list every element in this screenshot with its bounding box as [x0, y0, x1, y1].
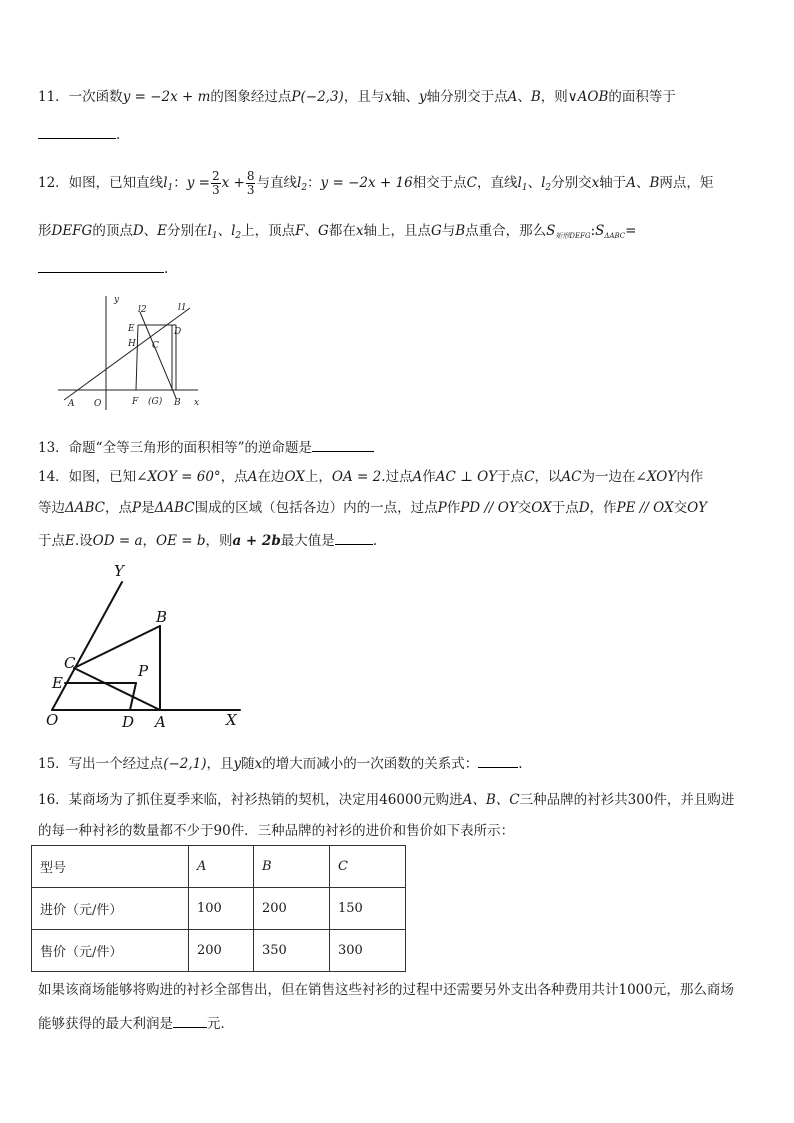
- q12-eq1-x: x +: [221, 175, 245, 191]
- q16-text-d: 件，并且购进: [653, 792, 735, 808]
- q15-text-d: 的增大而减小的一次函数的关系式：: [262, 756, 479, 772]
- q16-l2-a: 的每一种衬衫的数量都不少于: [38, 823, 214, 839]
- q12-text-b: 与直线: [256, 175, 297, 191]
- q14-l2-e: 作: [446, 500, 461, 516]
- q12-eqsign: =: [625, 223, 637, 239]
- fig14-label-X: X: [226, 711, 237, 729]
- q14-angle2: ∠XOY: [635, 469, 677, 485]
- q12-l2b-sub: 2: [545, 183, 552, 193]
- q14-AC: AC: [561, 469, 582, 485]
- fig14-label-D: D: [122, 713, 135, 731]
- fig12-EF: [136, 325, 138, 390]
- q12-colon1: ：: [173, 175, 187, 191]
- q16-l3-a: 如果该商场能够将购进的衬衫全部售出，但在销售这些衬衫的过程中还需要另外支出各种费用共计: [38, 982, 619, 998]
- q16-l3-b: 元，那么商场: [652, 982, 734, 998]
- q14-angle: ∠XOY = 60°: [136, 469, 221, 485]
- q14-tri2: ΔABC: [154, 500, 195, 516]
- q15-y: y: [233, 756, 242, 772]
- q12-text-g: 两点，矩: [659, 175, 714, 191]
- fig12-label-G: (G): [148, 397, 163, 407]
- q16-l4-a: 能够获得的最大利润是: [38, 1016, 173, 1032]
- q12-frac1-num: 2: [211, 169, 220, 183]
- q12-l2-sub: 2: [301, 183, 308, 193]
- q12-l1c-sub: 1: [211, 231, 218, 241]
- q12-C: C: [466, 175, 477, 191]
- q14-end: .: [372, 533, 378, 549]
- q12-frac2: [246, 170, 256, 197]
- q16-price-table: [31, 845, 406, 972]
- q15-answer-blank[interactable]: [478, 753, 518, 768]
- fig14-label-Y: Y: [114, 562, 124, 580]
- q11-B: B: [530, 89, 541, 105]
- q15-text-b: ，且: [206, 756, 234, 772]
- q14-l3-b: .设: [74, 533, 93, 549]
- q12-eq2: y = −2x + 16: [320, 175, 413, 191]
- fig12-label-B: B: [174, 398, 181, 408]
- q14-line1: [38, 468, 703, 486]
- q14-line2: [38, 499, 707, 517]
- q14-A2: A: [412, 469, 423, 485]
- q14-OE: OE = b: [156, 533, 206, 549]
- table-header-cell: C: [330, 846, 406, 888]
- q11-x: x: [384, 89, 392, 105]
- q14-text-d: 上，: [304, 469, 332, 485]
- q11-line1: [38, 88, 676, 106]
- fig14-label-C: C: [64, 654, 76, 672]
- fig12-label-F: F: [132, 397, 139, 407]
- q12-text-f: 轴于: [599, 175, 627, 191]
- q12-F: F: [295, 223, 305, 239]
- q14-E: E: [65, 533, 75, 549]
- q12-l2c-sub: 2: [235, 231, 242, 241]
- table-header-cell: B: [254, 846, 330, 888]
- table-cell: 200: [254, 888, 330, 930]
- q14-l2-h: ，作: [589, 500, 617, 516]
- q14-l2-c: 是: [141, 500, 155, 516]
- q13-text: 13．命题“全等三角形的面积相等”的逆命题是: [38, 440, 312, 456]
- q14-l2-b: ，点: [105, 500, 132, 516]
- q14-l2-f: 交: [517, 500, 532, 516]
- table-row: [32, 930, 406, 972]
- q11-text-b: 的图象经过点: [210, 89, 292, 105]
- q12-end: .: [164, 261, 169, 277]
- q11-end: .: [116, 127, 121, 143]
- q15-line: [38, 753, 523, 773]
- table-cell: 进价（元/件）: [32, 888, 189, 930]
- q12-colon2: ：: [307, 175, 321, 191]
- q16-text-a: 16．某商场为了抓住夏季来临，衬衫热销的契机，决定用: [38, 792, 380, 808]
- q16-line1: [38, 791, 734, 809]
- q12-l1b-sub: 1: [521, 183, 528, 193]
- table-row: [32, 888, 406, 930]
- q12-B2: B: [455, 223, 466, 239]
- fig14-label-B: B: [156, 608, 168, 626]
- q12-G2: G: [430, 223, 442, 239]
- q12-frac1-den: 3: [211, 183, 220, 197]
- q14-C: C: [524, 469, 535, 485]
- table-cell: 200: [189, 930, 254, 972]
- q12-text-e: 分别交: [551, 175, 592, 191]
- table-cell: 100: [189, 888, 254, 930]
- q14-perp: AC ⊥ OY: [435, 469, 498, 485]
- q14-answer-blank[interactable]: [335, 530, 373, 545]
- q14-OA: OA = 2: [331, 469, 382, 485]
- q14-OY: OY: [687, 500, 708, 516]
- q12-l1b: l: [517, 175, 522, 191]
- q14-l3-c: ，: [142, 533, 156, 549]
- q12-line2: [38, 222, 636, 245]
- q12-l2b: l: [541, 175, 546, 191]
- q16-count: 300: [627, 792, 654, 808]
- q11-text-c: ，且与: [343, 89, 385, 105]
- q14-PE: PE // OX: [616, 500, 674, 516]
- q14-text-a: 14．如图，已知: [38, 469, 137, 485]
- q14-D: D: [578, 500, 590, 516]
- q14-text-g: 于点: [497, 469, 525, 485]
- q14-OX2: OX: [531, 500, 552, 516]
- q12-l2-h: 点重合，那么: [465, 223, 547, 239]
- q16-l2-b: 件．三种品牌的衬衫的进价和售价如下表所示：: [230, 823, 515, 839]
- q12-A: A: [626, 175, 636, 191]
- table-cell: 300: [330, 930, 406, 972]
- q12-sep: 、: [527, 175, 542, 191]
- q14-l2-a: 等边: [38, 500, 65, 516]
- table-cell: 350: [254, 930, 330, 972]
- q12-l1-sub: 1: [167, 183, 174, 193]
- q11-line2: [38, 124, 120, 144]
- q12-text-d: ，直线: [477, 175, 518, 191]
- fig12-label-O: O: [94, 399, 102, 409]
- q12-B: B: [649, 175, 660, 191]
- q14-text-e: .过点: [381, 469, 413, 485]
- q12-rect: DEFG: [51, 223, 93, 239]
- fig14-label-O: O: [46, 711, 59, 729]
- q12-l2-f: 轴上，且点: [363, 223, 431, 239]
- fig12-label-A: A: [68, 399, 75, 409]
- q14-text-f: 作: [422, 469, 436, 485]
- q15-text-c: 随: [241, 756, 255, 772]
- q12-l2-c: 分别在: [167, 223, 208, 239]
- q14-tri1: ΔABC: [65, 500, 105, 516]
- fig12-label-x: x: [194, 398, 200, 408]
- q11-text-a: 11．一次函数: [38, 89, 123, 105]
- table-header-cell: 型号: [32, 846, 189, 888]
- q14-OD: OD = a: [92, 533, 143, 549]
- q16-extra: 1000: [618, 982, 653, 998]
- q12-eq1-y: y =: [186, 175, 210, 191]
- q13-answer-blank[interactable]: [312, 437, 374, 452]
- q12-line3: [38, 258, 168, 278]
- q12-text-a: 12．如图，已知直线: [38, 175, 164, 191]
- q16-l4-b: 元．: [207, 1016, 234, 1032]
- q12-D: D: [132, 223, 144, 239]
- q16-text-b: 元购进: [422, 792, 463, 808]
- q12-frac2-den: 3: [246, 183, 255, 197]
- q12-S1-sub: 矩形DEFG: [555, 232, 591, 240]
- q12-S2-sub: ΔABC: [604, 232, 626, 240]
- q14-OX: OX: [284, 469, 305, 485]
- q14-l2-i: 交: [673, 500, 688, 516]
- q12-ratio: :: [590, 223, 596, 239]
- table-header-cell: A: [189, 846, 254, 888]
- q11-text-d: 轴、: [391, 89, 419, 105]
- fig14-label-A: A: [155, 713, 166, 731]
- q16-answer-blank[interactable]: [173, 1013, 207, 1028]
- q12-S2: S: [595, 223, 605, 239]
- fig12-label-y: y: [114, 295, 120, 305]
- q11-triangle: ∨AOB: [567, 89, 609, 105]
- q12-S1: S: [546, 223, 556, 239]
- q15-point: (−2,1): [163, 756, 207, 772]
- q12-sep2: 、: [636, 175, 650, 191]
- q11-text-g: ，则: [540, 89, 568, 105]
- q16-text-c: 三种品牌的衬衫共: [519, 792, 628, 808]
- q12-sep3: 、: [143, 223, 158, 239]
- q16-line2: [38, 822, 514, 840]
- q14-PD: PD // OY: [460, 500, 518, 516]
- q12-l2-d: 上，顶点: [241, 223, 296, 239]
- q14-text-h: ，以: [534, 469, 562, 485]
- q15-x: x: [254, 756, 263, 772]
- q12-l2-b: 的顶点: [92, 223, 133, 239]
- q14-text-i: 为一边在: [581, 469, 636, 485]
- fig12-label-H: H: [128, 339, 136, 349]
- q12-l2-e: 都在: [328, 223, 356, 239]
- fig14-label-P: P: [138, 662, 149, 680]
- q11-equation: y = −2x + m: [122, 89, 211, 105]
- table-cell: 150: [330, 888, 406, 930]
- q12-text-c: 相交于点: [412, 175, 467, 191]
- q14-figure: [40, 560, 250, 735]
- q14-text-c: 在边: [257, 469, 285, 485]
- q12-x: x: [591, 175, 600, 191]
- q12-l2-a: 形: [38, 223, 52, 239]
- table-cell: 售价（元/件）: [32, 930, 189, 972]
- q15-text-a: 15．写出一个经过点: [38, 756, 164, 772]
- q16-min: 90: [213, 823, 231, 839]
- q12-l2-g: 与: [441, 223, 456, 239]
- q12-frac2-num: 8: [246, 169, 255, 183]
- q14-P: P: [132, 500, 142, 516]
- q11-y: y: [418, 89, 427, 105]
- q16-line4: [38, 1013, 234, 1033]
- q14-l3-a: 于点: [38, 533, 65, 549]
- q12-x2: x: [355, 223, 364, 239]
- q11-A: A: [507, 89, 518, 105]
- q12-line1: [38, 170, 713, 197]
- q13-line: [38, 437, 374, 457]
- q11-text-h: 的面积等于: [608, 89, 676, 105]
- q14-l2-g: 于点: [551, 500, 579, 516]
- fig12-label-l1: l1: [178, 303, 187, 313]
- q11-answer-blank[interactable]: [38, 124, 116, 139]
- table-header-row: [32, 846, 406, 888]
- q12-l1c: l: [207, 223, 212, 239]
- q14-text-j: 内作: [676, 469, 704, 485]
- q14-P2: P: [437, 500, 447, 516]
- q12-l2c: l: [231, 223, 236, 239]
- q12-l2: l: [296, 175, 302, 191]
- q12-G: G: [318, 223, 329, 239]
- q15-end: .: [518, 756, 523, 772]
- q12-sep4: 、: [217, 223, 232, 239]
- q12-figure: [52, 290, 212, 415]
- fig12-label-l2: l2: [138, 305, 147, 315]
- fig12-label-E: E: [128, 324, 135, 334]
- q12-l1: l: [163, 175, 168, 191]
- fig12-label-C: C: [152, 341, 159, 351]
- q11-text-e: 轴分别交于点: [426, 89, 508, 105]
- q14-l3-d: ，则: [205, 533, 233, 549]
- q12-answer-blank[interactable]: [38, 258, 164, 273]
- q16-ABC: A、B、C: [462, 792, 520, 808]
- q11-point: P(−2,3): [291, 89, 344, 105]
- q12-sep5: 、: [304, 223, 319, 239]
- q14-expr: a + 2b: [232, 533, 281, 549]
- q11-sep: 、: [517, 89, 531, 105]
- q16-money: 46000: [379, 792, 423, 808]
- q16-line3: [38, 981, 734, 999]
- q14-text-b: ，点: [220, 469, 248, 485]
- q14-l3-e: 最大值是: [280, 533, 335, 549]
- q14-l2-d: 围成的区域（包括各边）内的一点，过点: [194, 500, 438, 516]
- fig14-label-E: E: [52, 674, 63, 692]
- q14-A: A: [247, 469, 258, 485]
- fig12-label-D: D: [174, 327, 182, 337]
- q12-E: E: [157, 223, 168, 239]
- q14-line3: [38, 530, 377, 550]
- q12-frac1: [211, 170, 221, 197]
